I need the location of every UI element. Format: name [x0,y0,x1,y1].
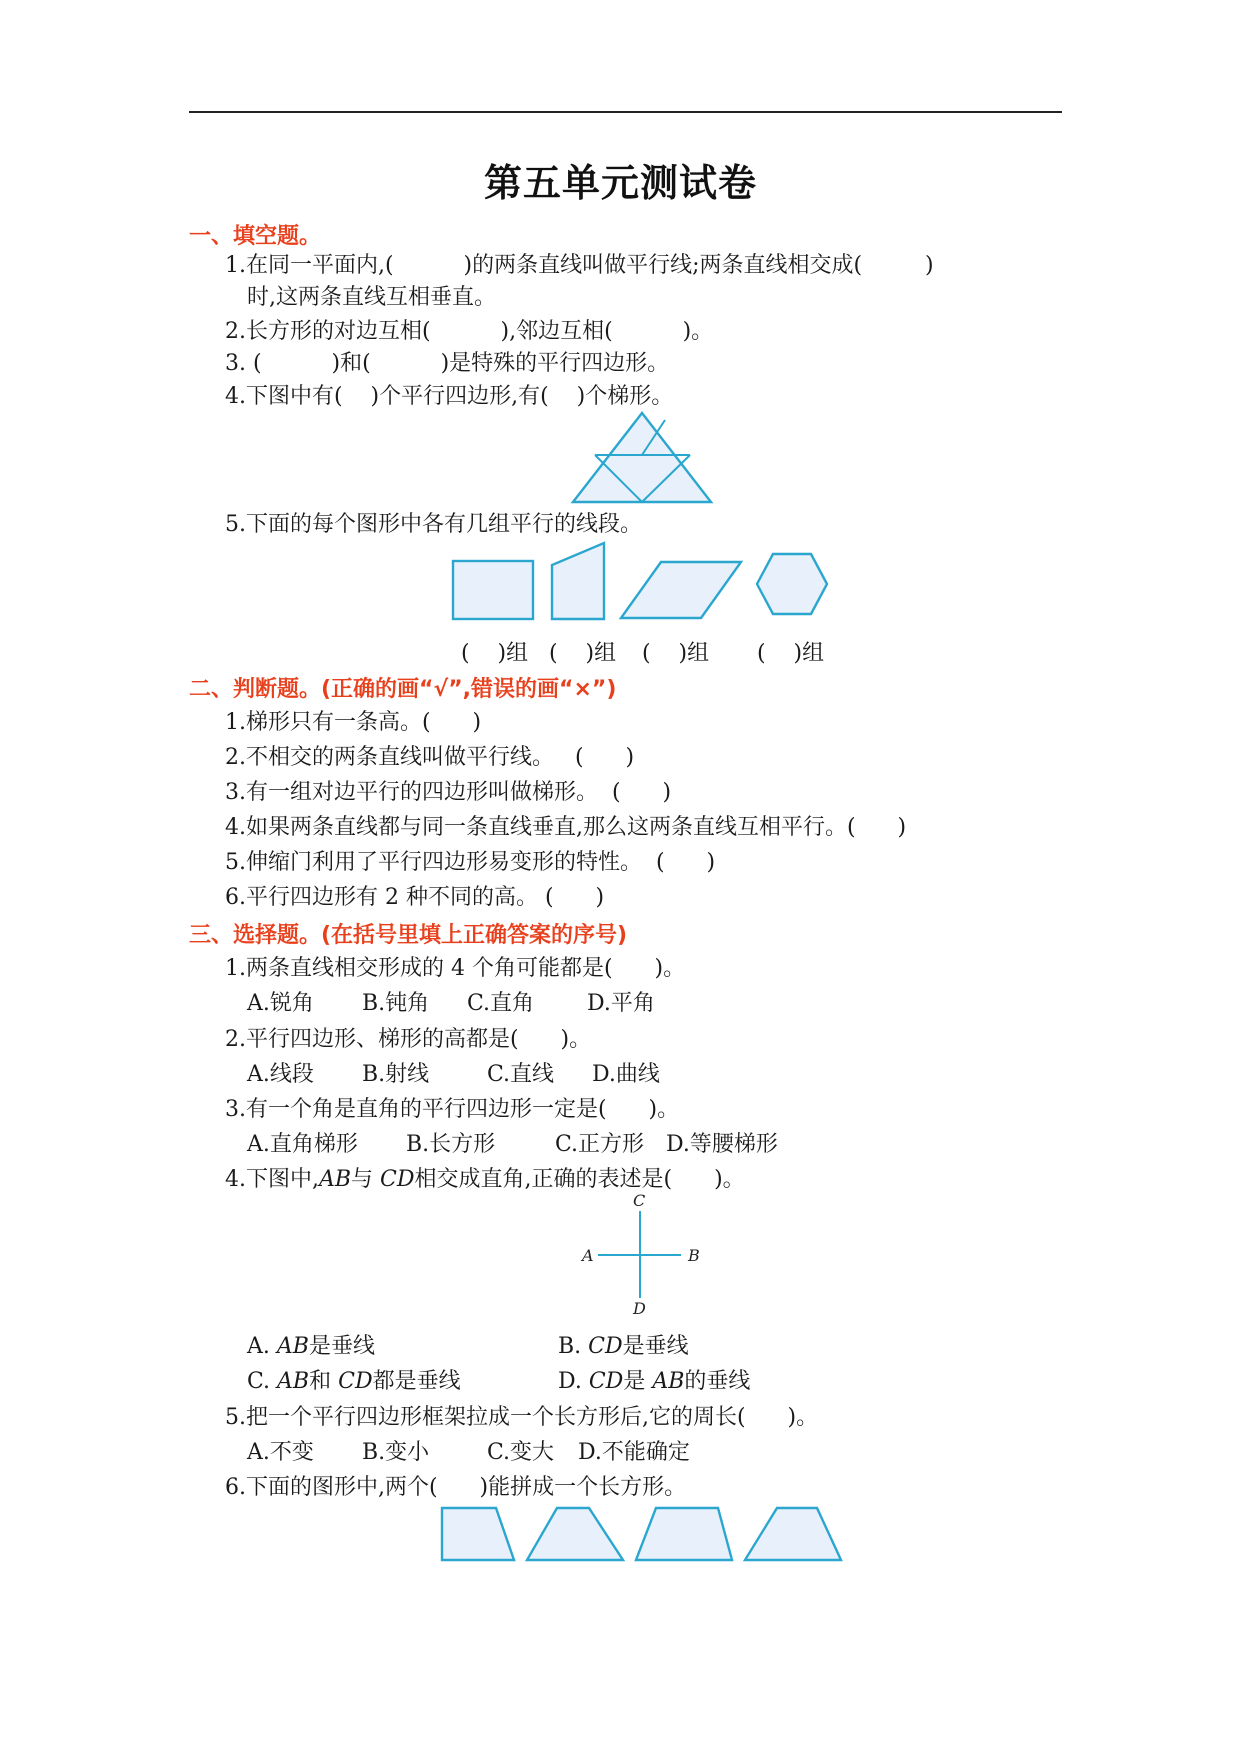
fill-q2: 2.长方形的对边互相( ),邻边互相( )。 [225,319,714,344]
opt-letter: A. [247,1334,277,1359]
fill-q1-line1: 1.在同一平面内,( )的两条直线叫做平行线;两条直线相交成( ) [225,253,934,278]
choice-q5-opt-c: C.变大 [487,1440,555,1465]
opt-text: 是垂线 [308,1334,375,1359]
triangle-figure [570,410,715,505]
choice-q6: 6.下面的图形中,两个( )能拼成一个长方形。 [225,1475,687,1500]
perpendicular-lines-figure [575,1191,710,1318]
right-trapezoid-figure [550,541,606,621]
choice-q5: 5.把一个平行四边形框架拉成一个长方形后,它的周长( )。 [225,1405,819,1430]
opt-letter: C. [247,1369,278,1394]
trapezoid-figure-d [743,1506,843,1562]
choice-q5-opt-d: D.不能确定 [578,1440,690,1465]
choice-q5-opt-a: A.不变 [247,1440,314,1465]
choice-q2-opt-d: D.曲线 [592,1062,660,1087]
parallelogram-figure [619,560,743,620]
choice-q2-opt-a: A.线段 [247,1062,314,1087]
choice-q5-opt-b: B.变小 [362,1440,430,1465]
top-rule [189,111,1062,113]
choice-q1-opt-c: C.直角 [467,991,535,1016]
point-c-label: C [633,1191,646,1210]
choice-q2-opt-c: C.直线 [487,1062,555,1087]
choice-q3: 3.有一个角是直角的平行四边形一定是( )。 [225,1097,680,1122]
opt-letter: D. [558,1369,589,1394]
choice-q4 [225,1166,745,1194]
page-title: 第五单元测试卷 [483,161,757,205]
fill-q1-line2: 时,这两条直线互相垂直。 [247,285,496,310]
q5-answer-3: ( )组 [642,641,710,666]
opt-text: 都是垂线 [372,1369,461,1394]
judge-q5: 5.伸缩门利用了平行四边形易变形的特性。 ( ) [225,850,716,875]
choice-q2-opt-b: B.射线 [362,1062,430,1087]
q5-answer-1: ( )组 [461,641,529,666]
rectangle-figure [452,560,534,620]
trapezoid-figure-c [634,1506,734,1562]
choice-q4-opt-a [247,1333,375,1361]
judge-q4: 4.如果两条直线都与同一条直线垂直,那么这两条直线互相平行。( ) [225,815,907,840]
opt-text: 和 [309,1369,339,1394]
judge-q1: 1.梯形只有一条高。( ) [225,710,482,735]
judge-q6: 6.平行四边形有 2 种不同的高。 ( ) [225,885,605,910]
trapezoid-figure-a [440,1506,516,1562]
trapezoid-figure-b [525,1506,625,1562]
section-true-false: 二、判断题。(正确的画“√”,错误的画“×”) [189,677,617,702]
judge-q3: 3.有一组对边平行的四边形叫做梯形。 ( ) [225,780,672,805]
opt-segment: CD [588,1369,624,1394]
choice-q1: 1.两条直线相交形成的 4 个角可能都是( )。 [225,956,686,981]
choice-q1-opt-a: A.锐角 [247,991,314,1016]
opt-letter: B. [558,1334,589,1359]
fill-q5: 5.下面的每个图形中各有几组平行的线段。 [225,512,642,537]
choice-q3-opt-b: B.长方形 [406,1132,496,1157]
point-b-label: B [688,1246,700,1265]
section-choice: 三、选择题。(在括号里填上正确答案的序号) [189,923,628,948]
choice-q3-opt-a: A.直角梯形 [247,1132,358,1157]
q5-answer-2: ( )组 [549,641,617,666]
choice-q3-opt-c: C.正方形 [555,1132,645,1157]
fill-q4: 4.下图中有( )个平行四边形,有( )个梯形。 [225,384,674,409]
opt-segment: AB [277,1369,310,1394]
choice-q4-opt-d [558,1368,750,1396]
judge-q2: 2.不相交的两条直线叫做平行线。 ( ) [225,745,635,770]
section-fill-in: 一、填空题。 [189,224,322,249]
choice-q4-mid: 与 [351,1167,381,1192]
choice-q4-ab: AB [318,1167,352,1192]
choice-q1-opt-d: D.平角 [587,991,655,1016]
hexagon-figure [755,552,829,616]
opt-segment: AB [276,1334,309,1359]
choice-q1-opt-b: B.钝角 [362,991,430,1016]
opt-segment: CD [338,1369,373,1394]
choice-q4-cd: CD [380,1167,415,1192]
choice-q4-pre: 4.下图中, [225,1167,319,1192]
opt-text: 的垂线 [684,1369,751,1394]
point-d-label: D [633,1299,646,1318]
fill-q3: 3. ( )和( )是特殊的平行四边形。 [225,351,670,376]
point-a-label: A [582,1246,594,1265]
choice-q4-post: 相交成直角,正确的表述是( )。 [414,1167,745,1192]
choice-q3-opt-d: D.等腰梯形 [666,1132,778,1157]
opt-segment: AB [652,1369,685,1394]
q5-answer-4: ( )组 [757,641,825,666]
choice-q4-opt-b [558,1333,689,1361]
choice-q2: 2.平行四边形、梯形的高都是( )。 [225,1027,592,1052]
opt-text: 是垂线 [622,1334,689,1359]
choice-q4-opt-c [247,1368,461,1396]
opt-text: 是 [623,1369,653,1394]
opt-segment: CD [588,1334,623,1359]
